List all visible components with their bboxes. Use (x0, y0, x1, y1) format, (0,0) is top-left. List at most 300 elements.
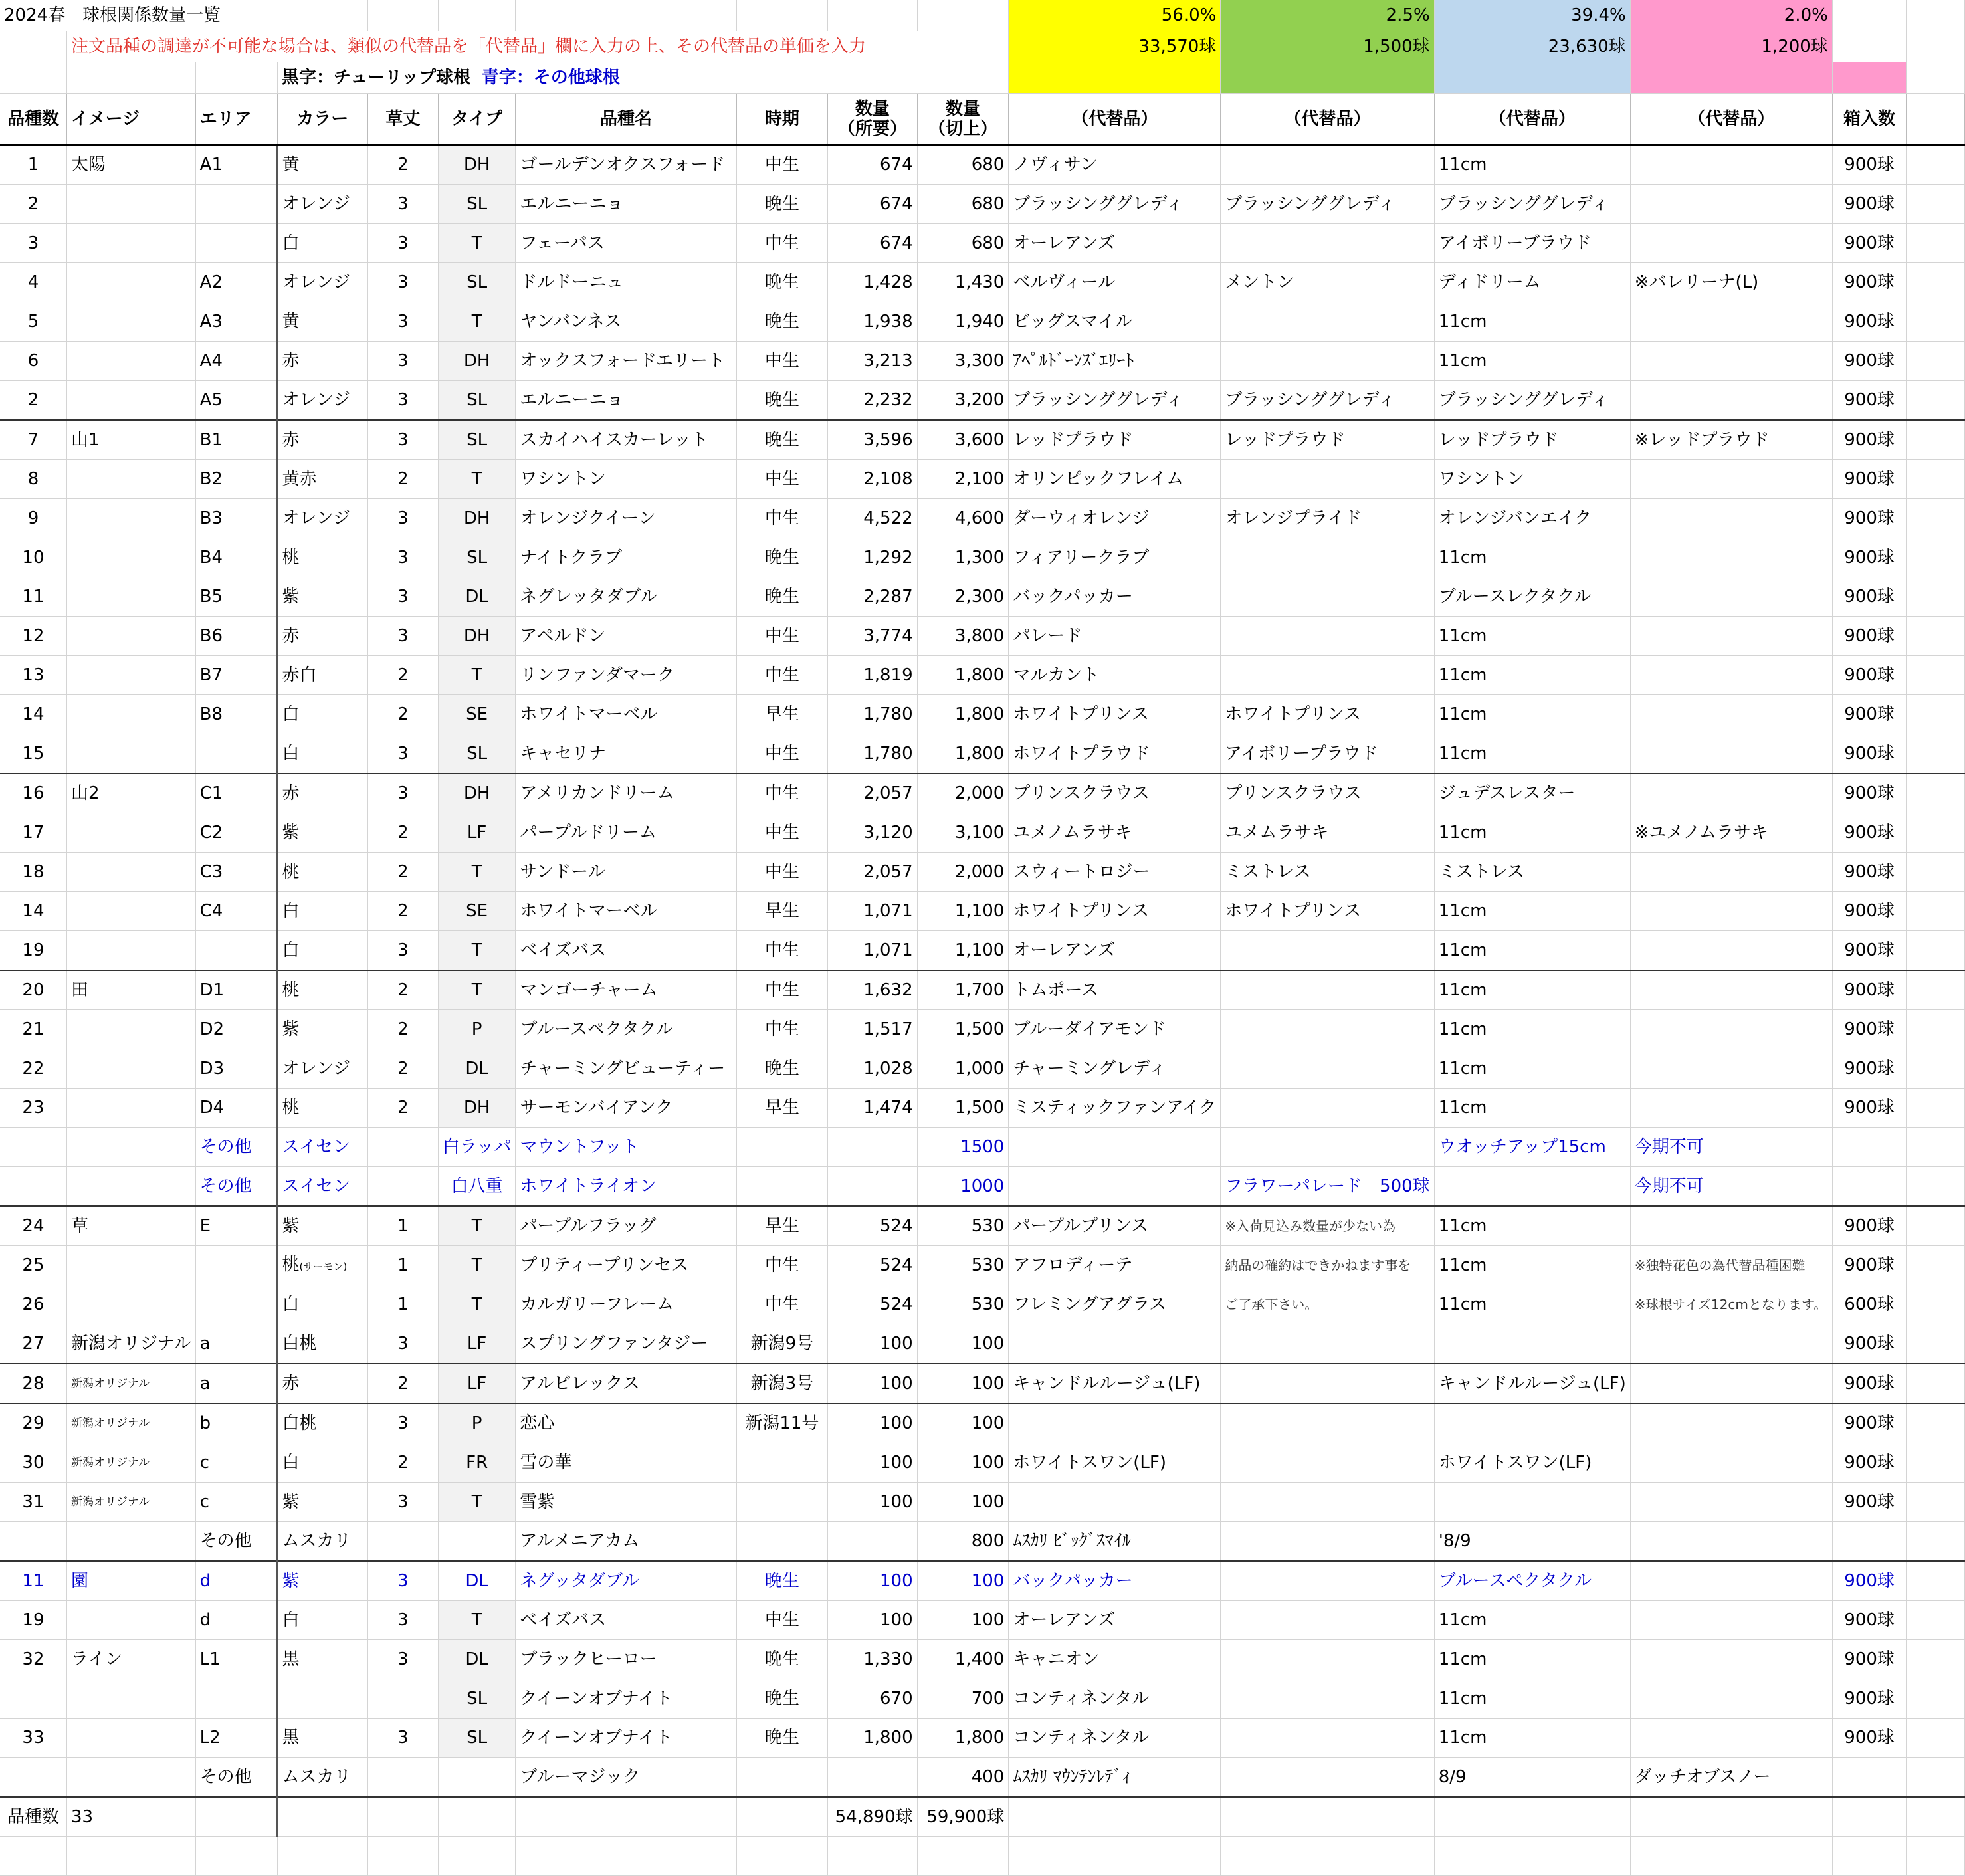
cell-alt-3[interactable] (1434, 1324, 1630, 1364)
cell-variety[interactable]: カルガリーフレーム (516, 1285, 736, 1324)
cell-qty-rounded[interactable]: 1,800 (917, 1719, 1009, 1758)
cell-alt-1[interactable]: プリンスクラウス (1009, 774, 1221, 813)
cell-variety[interactable]: フェーバス (516, 224, 736, 263)
cell-box[interactable] (1832, 1128, 1907, 1167)
cell-no[interactable]: 15 (0, 734, 66, 774)
cell-qty-required[interactable] (828, 1128, 917, 1167)
cell-alt-4[interactable] (1630, 577, 1832, 617)
cell-alt-2[interactable]: オレンジプライド (1221, 499, 1434, 538)
cell-alt-3[interactable]: 11cm (1434, 1601, 1630, 1640)
cell-box[interactable]: 900球 (1832, 1364, 1907, 1404)
cell-image[interactable] (66, 1522, 195, 1562)
cell-alt-3[interactable]: ブルースレクタクル (1434, 577, 1630, 617)
cell-qty-required[interactable]: 1,780 (828, 734, 917, 774)
cell-alt-2[interactable]: ユメムラサキ (1221, 813, 1434, 853)
cell-area[interactable]: B1 (195, 420, 277, 460)
cell-height[interactable]: 1 (367, 1206, 438, 1246)
cell-alt-1[interactable] (1009, 1483, 1221, 1522)
cell-area[interactable]: E (195, 1206, 277, 1246)
cell-alt-2[interactable]: ミストレス (1221, 853, 1434, 892)
cell-area[interactable]: D3 (195, 1049, 277, 1089)
cell-color[interactable] (277, 1640, 367, 1679)
cell-alt-2[interactable] (1221, 1561, 1434, 1601)
cell-qty-rounded[interactable]: 3,200 (917, 381, 1009, 421)
cell-season[interactable]: 晩生 (736, 538, 828, 577)
cell-image[interactable] (66, 460, 195, 499)
cell-image[interactable] (66, 931, 195, 971)
cell-type[interactable]: SL (438, 1719, 515, 1758)
cell-qty-rounded[interactable]: 1000 (917, 1167, 1009, 1207)
cell-qty-required[interactable]: 524 (828, 1285, 917, 1324)
cell-type[interactable]: T (438, 224, 515, 263)
cell-area[interactable]: c (195, 1443, 277, 1483)
cell-no[interactable]: 10 (0, 538, 66, 577)
cell-type[interactable]: DH (438, 342, 515, 381)
cell-alt-2[interactable] (1221, 1758, 1434, 1798)
cell-variety[interactable]: ホワイトライオン (516, 1167, 736, 1207)
cell-alt-3[interactable]: 8/9 (1434, 1758, 1630, 1798)
cell-alt-4[interactable] (1630, 1443, 1832, 1483)
cell-season[interactable]: 晩生 (736, 420, 828, 460)
cell-type[interactable]: LF (438, 813, 515, 853)
cell-alt-3[interactable]: ウオッチアップ15cm (1434, 1128, 1630, 1167)
cell-variety[interactable]: ナイトクラブ (516, 538, 736, 577)
cell-season[interactable]: 中生 (736, 342, 828, 381)
cell-height[interactable]: 3 (367, 734, 438, 774)
cell-area[interactable] (195, 1285, 277, 1324)
cell-season[interactable] (736, 1522, 828, 1562)
cell-image[interactable] (66, 577, 195, 617)
cell-type[interactable] (438, 1522, 515, 1562)
cell-image[interactable]: 山1 (66, 420, 195, 460)
cell-area[interactable]: a (195, 1364, 277, 1404)
cell-box[interactable]: 900球 (1832, 1246, 1907, 1285)
cell-alt-1[interactable] (1009, 1167, 1221, 1207)
cell-type[interactable]: T (438, 1285, 515, 1324)
cell-alt-3[interactable]: ブラッシンググレディ (1434, 381, 1630, 421)
cell-season[interactable]: 中生 (736, 224, 828, 263)
cell-image[interactable] (66, 1601, 195, 1640)
cell-image[interactable] (66, 892, 195, 931)
cell-image[interactable] (66, 1049, 195, 1089)
cell-season[interactable]: 中生 (736, 1285, 828, 1324)
cell-variety[interactable]: アルメニアカム (516, 1522, 736, 1562)
cell-qty-rounded[interactable]: 530 (917, 1206, 1009, 1246)
cell-height[interactable]: 2 (367, 1443, 438, 1483)
cell-box[interactable]: 900球 (1832, 342, 1907, 381)
cell-alt-1[interactable]: ビッグスマイル (1009, 302, 1221, 342)
cell-area[interactable]: c (195, 1483, 277, 1522)
cell-height[interactable]: 3 (367, 931, 438, 971)
cell-alt-3[interactable]: ミストレス (1434, 853, 1630, 892)
cell-season[interactable] (736, 1483, 828, 1522)
cell-qty-rounded[interactable]: 700 (917, 1679, 1009, 1719)
cell-height[interactable]: 2 (367, 1364, 438, 1404)
cell-alt-3[interactable]: 11cm (1434, 1640, 1630, 1679)
cell-alt-3[interactable]: 11cm (1434, 970, 1630, 1010)
cell-color[interactable] (277, 224, 367, 263)
cell-height[interactable]: 3 (367, 420, 438, 460)
cell-qty-rounded[interactable]: 680 (917, 185, 1009, 224)
cell-qty-rounded[interactable]: 3,300 (917, 342, 1009, 381)
cell-box[interactable]: 900球 (1832, 1404, 1907, 1443)
cell-no[interactable]: 19 (0, 931, 66, 971)
cell-height[interactable]: 3 (367, 185, 438, 224)
cell-type[interactable]: SL (438, 538, 515, 577)
cell-variety[interactable]: ネグレッタダブル (516, 577, 736, 617)
cell-alt-2[interactable]: 納品の確約はできかねます事を (1221, 1246, 1434, 1285)
cell-alt-2[interactable] (1221, 1010, 1434, 1049)
cell-qty-required[interactable]: 674 (828, 224, 917, 263)
cell-season[interactable]: 中生 (736, 774, 828, 813)
cell-image[interactable]: 太陽 (66, 145, 195, 185)
cell-qty-rounded[interactable]: 2,000 (917, 774, 1009, 813)
cell-qty-required[interactable]: 1,780 (828, 695, 917, 734)
cell-variety[interactable]: ゴールデンオクスフォード (516, 145, 736, 185)
cell-variety[interactable]: ベイズバス (516, 931, 736, 971)
cell-height[interactable]: 2 (367, 892, 438, 931)
cell-area[interactable]: D1 (195, 970, 277, 1010)
cell-height[interactable]: 3 (367, 342, 438, 381)
cell-qty-required[interactable]: 670 (828, 1679, 917, 1719)
cell-image[interactable] (66, 342, 195, 381)
cell-box[interactable] (1832, 1167, 1907, 1207)
cell-box[interactable]: 900球 (1832, 1640, 1907, 1679)
cell-alt-3[interactable]: 11cm (1434, 1089, 1630, 1128)
cell-color[interactable] (277, 931, 367, 971)
cell-season[interactable]: 晩生 (736, 1640, 828, 1679)
cell-alt-4[interactable]: ※バレリーナ(L) (1630, 263, 1832, 302)
cell-qty-required[interactable]: 3,596 (828, 420, 917, 460)
cell-qty-rounded[interactable]: 2,100 (917, 460, 1009, 499)
cell-qty-rounded[interactable]: 2,300 (917, 577, 1009, 617)
cell-qty-rounded[interactable]: 1500 (917, 1128, 1009, 1167)
cell-no[interactable] (0, 1167, 66, 1207)
cell-alt-3[interactable]: 11cm (1434, 302, 1630, 342)
cell-season[interactable]: 中生 (736, 617, 828, 656)
cell-box[interactable]: 900球 (1832, 460, 1907, 499)
cell-qty-required[interactable]: 2,057 (828, 853, 917, 892)
cell-qty-required[interactable]: 1,474 (828, 1089, 917, 1128)
cell-type[interactable]: SE (438, 892, 515, 931)
cell-type[interactable]: DL (438, 1640, 515, 1679)
cell-qty-rounded[interactable]: 1,500 (917, 1089, 1009, 1128)
cell-no[interactable]: 4 (0, 263, 66, 302)
cell-qty-required[interactable]: 100 (828, 1404, 917, 1443)
cell-image[interactable] (66, 1246, 195, 1285)
cell-variety[interactable]: 雪紫 (516, 1483, 736, 1522)
cell-type[interactable]: T (438, 1246, 515, 1285)
cell-variety[interactable]: ホワイトマーベル (516, 892, 736, 931)
cell-color[interactable] (277, 1719, 367, 1758)
cell-box[interactable]: 900球 (1832, 145, 1907, 185)
cell-color[interactable] (277, 1561, 367, 1601)
cell-alt-1[interactable]: ｱﾍﾟﾙﾄﾞｰﾝｽﾞｴﾘｰﾄ (1009, 342, 1221, 381)
cell-qty-rounded[interactable]: 100 (917, 1404, 1009, 1443)
cell-alt-4[interactable] (1630, 656, 1832, 695)
cell-no[interactable]: 2 (0, 185, 66, 224)
cell-alt-3[interactable]: 11cm (1434, 892, 1630, 931)
cell-variety[interactable]: 恋心 (516, 1404, 736, 1443)
cell-season[interactable]: 晩生 (736, 577, 828, 617)
cell-season[interactable]: 晩生 (736, 381, 828, 421)
cell-alt-2[interactable] (1221, 1404, 1434, 1443)
cell-alt-2[interactable] (1221, 1679, 1434, 1719)
cell-season[interactable]: 中生 (736, 460, 828, 499)
cell-variety[interactable]: キャセリナ (516, 734, 736, 774)
cell-image[interactable] (66, 734, 195, 774)
cell-qty-required[interactable]: 1,819 (828, 656, 917, 695)
cell-height[interactable]: 2 (367, 1010, 438, 1049)
cell-area[interactable]: B8 (195, 695, 277, 734)
cell-variety[interactable]: ネグッタダブル (516, 1561, 736, 1601)
cell-box[interactable]: 900球 (1832, 263, 1907, 302)
cell-alt-3[interactable]: 11cm (1434, 1679, 1630, 1719)
cell-qty-required[interactable] (828, 1167, 917, 1207)
cell-area[interactable]: L1 (195, 1640, 277, 1679)
cell-alt-1[interactable]: ブルーダイアモンド (1009, 1010, 1221, 1049)
cell-color[interactable] (277, 813, 367, 853)
cell-qty-rounded[interactable]: 1,800 (917, 734, 1009, 774)
cell-alt-4[interactable]: ※球根サイズ12cmとなります。 (1630, 1285, 1832, 1324)
cell-variety[interactable]: スプリングファンタジー (516, 1324, 736, 1364)
cell-variety[interactable]: アメリカンドリーム (516, 774, 736, 813)
cell-season[interactable]: 中生 (736, 970, 828, 1010)
cell-alt-2[interactable] (1221, 577, 1434, 617)
cell-no[interactable]: 14 (0, 695, 66, 734)
cell-alt-1[interactable] (1009, 1404, 1221, 1443)
cell-type[interactable]: T (438, 1601, 515, 1640)
cell-qty-required[interactable]: 100 (828, 1601, 917, 1640)
cell-qty-required[interactable]: 100 (828, 1443, 917, 1483)
cell-qty-rounded[interactable]: 3,600 (917, 420, 1009, 460)
cell-height[interactable] (367, 1758, 438, 1798)
cell-alt-3[interactable]: 11cm (1434, 1206, 1630, 1246)
cell-no[interactable]: 25 (0, 1246, 66, 1285)
cell-color[interactable] (277, 1404, 367, 1443)
cell-qty-required[interactable]: 524 (828, 1206, 917, 1246)
cell-alt-4[interactable] (1630, 1719, 1832, 1758)
cell-height[interactable]: 2 (367, 1049, 438, 1089)
cell-image[interactable]: 新潟オリジナル (66, 1404, 195, 1443)
cell-area[interactable]: D4 (195, 1089, 277, 1128)
cell-color[interactable] (277, 774, 367, 813)
cell-height[interactable]: 2 (367, 970, 438, 1010)
cell-alt-2[interactable] (1221, 617, 1434, 656)
cell-qty-required[interactable] (828, 1758, 917, 1798)
cell-alt-2[interactable] (1221, 1443, 1434, 1483)
cell-height[interactable] (367, 1522, 438, 1562)
cell-image[interactable]: 新潟オリジナル (66, 1364, 195, 1404)
cell-no[interactable]: 11 (0, 577, 66, 617)
cell-variety[interactable]: チャーミングビューティー (516, 1049, 736, 1089)
cell-alt-1[interactable]: キャンドルルージュ(LF) (1009, 1364, 1221, 1404)
cell-image[interactable] (66, 1758, 195, 1798)
cell-area[interactable] (195, 1679, 277, 1719)
cell-area[interactable]: L2 (195, 1719, 277, 1758)
cell-alt-4[interactable] (1630, 734, 1832, 774)
cell-image[interactable] (66, 1679, 195, 1719)
cell-type[interactable]: T (438, 970, 515, 1010)
cell-type[interactable]: SL (438, 734, 515, 774)
cell-season[interactable]: 中生 (736, 1601, 828, 1640)
cell-area[interactable]: C1 (195, 774, 277, 813)
cell-alt-2[interactable]: ブラッシンググレディ (1221, 381, 1434, 421)
cell-box[interactable]: 900球 (1832, 1443, 1907, 1483)
cell-color[interactable] (277, 342, 367, 381)
cell-qty-required[interactable]: 1,632 (828, 970, 917, 1010)
cell-type[interactable]: P (438, 1404, 515, 1443)
cell-qty-required[interactable]: 3,120 (828, 813, 917, 853)
cell-box[interactable]: 900球 (1832, 656, 1907, 695)
cell-alt-4[interactable]: ダッチオブスノー (1630, 1758, 1832, 1798)
cell-qty-rounded[interactable]: 400 (917, 1758, 1009, 1798)
cell-no[interactable]: 21 (0, 1010, 66, 1049)
cell-alt-1[interactable]: トムポース (1009, 970, 1221, 1010)
cell-alt-4[interactable]: ※独特花色の為代替品種困難 (1630, 1246, 1832, 1285)
cell-alt-3[interactable]: 11cm (1434, 617, 1630, 656)
cell-image[interactable] (66, 1089, 195, 1128)
cell-season[interactable]: 中生 (736, 734, 828, 774)
cell-qty-rounded[interactable]: 1,100 (917, 892, 1009, 931)
cell-color[interactable] (277, 1089, 367, 1128)
cell-image[interactable]: 草 (66, 1206, 195, 1246)
cell-area[interactable]: C2 (195, 813, 277, 853)
cell-color[interactable] (277, 1167, 367, 1207)
cell-season[interactable]: 晩生 (736, 302, 828, 342)
cell-type[interactable]: T (438, 1206, 515, 1246)
cell-box[interactable]: 900球 (1832, 1483, 1907, 1522)
cell-image[interactable] (66, 302, 195, 342)
cell-alt-1[interactable]: バックパッカー (1009, 577, 1221, 617)
cell-color[interactable] (277, 145, 367, 185)
cell-variety[interactable]: ヤンバンネス (516, 302, 736, 342)
cell-season[interactable]: 晩生 (736, 1049, 828, 1089)
cell-height[interactable]: 3 (367, 1601, 438, 1640)
cell-qty-required[interactable]: 1,428 (828, 263, 917, 302)
cell-height[interactable]: 3 (367, 1483, 438, 1522)
cell-alt-1[interactable]: スウィートロジー (1009, 853, 1221, 892)
cell-alt-1[interactable]: オリンピックフレイム (1009, 460, 1221, 499)
cell-alt-3[interactable]: '8/9 (1434, 1522, 1630, 1562)
cell-area[interactable]: C3 (195, 853, 277, 892)
cell-alt-1[interactable]: コンティネンタル (1009, 1719, 1221, 1758)
cell-color[interactable] (277, 1679, 367, 1719)
cell-season[interactable]: 晩生 (736, 185, 828, 224)
cell-qty-rounded[interactable]: 1,300 (917, 538, 1009, 577)
cell-type[interactable]: DH (438, 774, 515, 813)
cell-season[interactable]: 中生 (736, 145, 828, 185)
cell-color[interactable] (277, 1601, 367, 1640)
cell-alt-2[interactable] (1221, 1364, 1434, 1404)
cell-color[interactable] (277, 1049, 367, 1089)
cell-alt-1[interactable]: キャニオン (1009, 1640, 1221, 1679)
cell-alt-4[interactable] (1630, 185, 1832, 224)
cell-height[interactable]: 3 (367, 302, 438, 342)
cell-box[interactable]: 900球 (1832, 1206, 1907, 1246)
cell-alt-4[interactable] (1630, 853, 1832, 892)
cell-alt-4[interactable] (1630, 460, 1832, 499)
cell-height[interactable]: 2 (367, 460, 438, 499)
cell-color[interactable] (277, 970, 367, 1010)
cell-alt-1[interactable]: ベルヴィール (1009, 263, 1221, 302)
cell-type[interactable]: SL (438, 1679, 515, 1719)
cell-season[interactable]: 中生 (736, 931, 828, 971)
cell-alt-2[interactable]: ホワイトプリンス (1221, 695, 1434, 734)
cell-height[interactable]: 3 (367, 1640, 438, 1679)
cell-alt-4[interactable] (1630, 1483, 1832, 1522)
cell-no[interactable] (0, 1758, 66, 1798)
cell-height[interactable]: 1 (367, 1246, 438, 1285)
cell-qty-rounded[interactable]: 680 (917, 145, 1009, 185)
cell-no[interactable]: 11 (0, 1561, 66, 1601)
cell-height[interactable]: 3 (367, 617, 438, 656)
cell-alt-3[interactable]: 11cm (1434, 931, 1630, 971)
cell-alt-2[interactable] (1221, 538, 1434, 577)
cell-qty-rounded[interactable]: 100 (917, 1443, 1009, 1483)
cell-alt-4[interactable] (1630, 538, 1832, 577)
cell-alt-3[interactable] (1434, 1404, 1630, 1443)
cell-alt-2[interactable] (1221, 1324, 1434, 1364)
cell-color[interactable] (277, 1522, 367, 1562)
cell-qty-rounded[interactable]: 530 (917, 1246, 1009, 1285)
cell-alt-3[interactable] (1434, 1483, 1630, 1522)
cell-no[interactable]: 16 (0, 774, 66, 813)
cell-alt-1[interactable]: ブラッシンググレディ (1009, 185, 1221, 224)
cell-alt-3[interactable]: ホワイトスワン(LF) (1434, 1443, 1630, 1483)
cell-area[interactable] (195, 1246, 277, 1285)
cell-variety[interactable]: パープルフラッグ (516, 1206, 736, 1246)
cell-alt-2[interactable]: フラワーパレード 500球 (1221, 1167, 1434, 1207)
cell-qty-required[interactable] (828, 1522, 917, 1562)
cell-area[interactable]: その他 (195, 1758, 277, 1798)
cell-variety[interactable]: マウントフット (516, 1128, 736, 1167)
cell-box[interactable]: 900球 (1832, 1010, 1907, 1049)
cell-alt-3[interactable] (1434, 1167, 1630, 1207)
cell-season[interactable]: 中生 (736, 853, 828, 892)
cell-qty-rounded[interactable]: 530 (917, 1285, 1009, 1324)
cell-box[interactable]: 900球 (1832, 695, 1907, 734)
cell-height[interactable]: 3 (367, 263, 438, 302)
cell-box[interactable]: 900球 (1832, 970, 1907, 1010)
cell-alt-4[interactable] (1630, 695, 1832, 734)
cell-image[interactable]: ライン (66, 1640, 195, 1679)
cell-variety[interactable]: エルニーニョ (516, 381, 736, 421)
cell-alt-2[interactable] (1221, 1601, 1434, 1640)
cell-alt-2[interactable]: ブラッシンググレディ (1221, 185, 1434, 224)
cell-height[interactable] (367, 1679, 438, 1719)
cell-box[interactable]: 900球 (1832, 931, 1907, 971)
cell-area[interactable]: その他 (195, 1522, 277, 1562)
cell-alt-3[interactable]: 11cm (1434, 342, 1630, 381)
cell-area[interactable]: B4 (195, 538, 277, 577)
cell-type[interactable]: SL (438, 263, 515, 302)
cell-no[interactable]: 14 (0, 892, 66, 931)
cell-variety[interactable]: ブルーマジック (516, 1758, 736, 1798)
cell-height[interactable]: 1 (367, 1285, 438, 1324)
cell-box[interactable]: 900球 (1832, 1601, 1907, 1640)
cell-alt-2[interactable] (1221, 1719, 1434, 1758)
cell-season[interactable]: 中生 (736, 656, 828, 695)
cell-area[interactable]: A5 (195, 381, 277, 421)
cell-no[interactable]: 3 (0, 224, 66, 263)
cell-season[interactable] (736, 1443, 828, 1483)
cell-no[interactable]: 19 (0, 1601, 66, 1640)
cell-alt-3[interactable]: 11cm (1434, 1285, 1630, 1324)
cell-no[interactable]: 17 (0, 813, 66, 853)
cell-alt-3[interactable]: オレンジバンエイク (1434, 499, 1630, 538)
cell-alt-4[interactable] (1630, 892, 1832, 931)
